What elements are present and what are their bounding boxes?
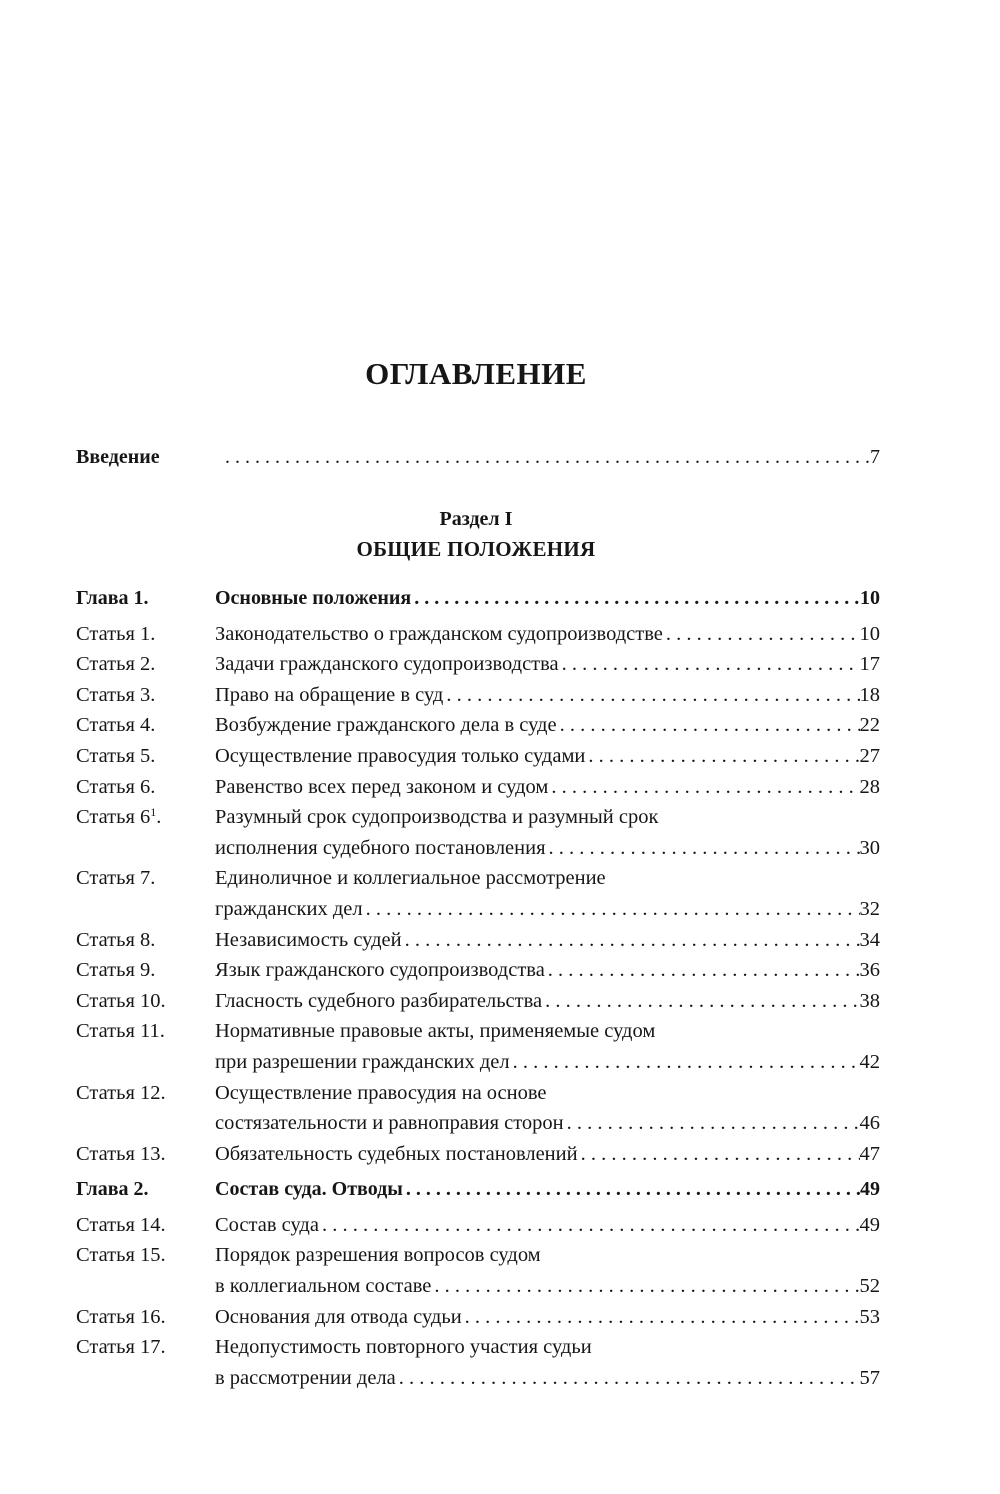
section-number: Раздел I	[439, 508, 513, 530]
toc-article-entry	[76, 1210, 880, 1241]
entry-page-number: 28	[859, 775, 880, 798]
entry-label	[76, 1174, 149, 1205]
toc-article-entry	[76, 955, 880, 986]
entry-title-line	[215, 1363, 880, 1394]
dot-leader	[403, 1174, 860, 1205]
entry-label	[76, 925, 155, 956]
entry-title-text: исполнения судебного постановления	[215, 836, 546, 859]
entry-label	[76, 1016, 165, 1047]
entry-title-text: Нормативные правовые акты, применяемые судом	[215, 1020, 656, 1043]
toc-article-entry	[76, 1139, 880, 1170]
toc-article-entry	[76, 1078, 880, 1139]
entry-title-line	[215, 894, 880, 925]
dot-leader	[396, 1363, 860, 1394]
entry-page-number: 53	[859, 1305, 880, 1328]
entry-title-text: Состав суда. Отводы	[215, 1178, 403, 1201]
entry-title	[215, 925, 880, 956]
entry-page-number: 38	[859, 989, 880, 1012]
entry-label-text: Статья 5.	[76, 744, 156, 767]
entry-label-text: Статья 14.	[76, 1213, 166, 1236]
entry-title-text: Обязательность судебных постановлений	[215, 1142, 578, 1165]
entry-title	[215, 680, 880, 711]
entry-label	[76, 1078, 166, 1109]
dot-leader	[663, 619, 860, 650]
entry-page-number: 32	[859, 897, 880, 920]
entry-page-number: 22	[859, 714, 880, 737]
entry-label-text: Статья 10.	[76, 989, 166, 1012]
entry-title-line	[215, 955, 880, 986]
entry-label	[76, 772, 155, 803]
entry-page-number: 27	[859, 744, 880, 767]
toc-chapter-entry	[76, 583, 880, 614]
intro-label: Введение	[76, 446, 160, 468]
entry-page-number: 17	[859, 653, 880, 676]
entry-label	[76, 1139, 166, 1170]
toc-article-entry	[76, 1302, 880, 1333]
dot-leader	[546, 833, 860, 864]
entry-label-text: Статья 9.	[76, 959, 156, 982]
section-name: ОБЩИЕ ПОЛОЖЕНИЯ	[356, 537, 596, 561]
entry-label-text: Статья 7.	[76, 867, 156, 890]
entry-title	[215, 619, 880, 650]
entry-label-superscript: 1	[150, 805, 157, 820]
dot-leader	[411, 583, 860, 614]
entry-title-line	[215, 1078, 880, 1109]
entry-title	[215, 1302, 880, 1333]
entry-title-text: гражданских дел	[215, 897, 363, 920]
entry-label-text: Статья 8.	[76, 928, 156, 951]
entry-title	[215, 1078, 880, 1139]
entry-title	[215, 955, 880, 986]
entry-title	[215, 1240, 880, 1301]
entry-title-text: в рассмотрении дела	[215, 1366, 396, 1389]
toc-article-entry	[76, 619, 880, 650]
entry-title	[215, 1332, 880, 1393]
dot-leader	[319, 1210, 860, 1241]
toc-chapter-entry	[76, 1174, 880, 1205]
entry-label	[76, 680, 155, 711]
entry-page-number: 49	[860, 1178, 880, 1201]
toc-article-entry	[76, 986, 880, 1017]
entry-title-text: при разрешении гражданских дел	[215, 1050, 510, 1073]
entry-page-number: 18	[859, 683, 880, 706]
entry-title-line	[215, 772, 880, 803]
entry-title	[215, 583, 880, 614]
entry-title-text: Возбуждение гражданского дела в суде	[215, 714, 557, 737]
entry-label-text: Статья 6	[76, 806, 151, 829]
entry-page-number: 36	[859, 959, 880, 982]
entry-title-text: Состав суда	[215, 1213, 319, 1236]
dot-leader	[402, 925, 860, 956]
entry-title-line	[215, 1332, 880, 1363]
toc-article-entry	[76, 802, 880, 863]
toc-entry-introduction	[76, 442, 880, 472]
entry-title-line	[215, 1174, 880, 1205]
entry-page-number: 52	[859, 1275, 880, 1298]
entry-label	[76, 1240, 166, 1271]
entry-label-text: Статья 12.	[76, 1081, 166, 1104]
toc-list	[76, 583, 880, 1393]
entry-label-text: Статья 4.	[76, 714, 156, 737]
entry-page-number: 49	[859, 1213, 880, 1236]
entry-label	[76, 710, 155, 741]
entry-title-text: Основания для отвода судьи	[215, 1305, 462, 1328]
entry-label	[76, 863, 155, 894]
entry-title	[215, 1139, 880, 1170]
dot-leader	[542, 986, 859, 1017]
entry-title-text: в коллегиальном составе	[215, 1275, 432, 1298]
entry-label	[76, 1302, 166, 1333]
entry-title-line	[215, 1047, 880, 1078]
entry-title	[215, 802, 880, 863]
entry-title	[215, 772, 880, 803]
entry-title-text: Осуществление правосудия только судами	[215, 744, 586, 767]
entry-label-text: Статья 2.	[76, 653, 156, 676]
dot-leader	[431, 1271, 859, 1302]
dot-leader	[564, 1108, 860, 1139]
entry-title-line	[215, 1271, 880, 1302]
toc-article-entry	[76, 772, 880, 803]
entry-label-text: Статья 13.	[76, 1142, 166, 1165]
toc-article-entry	[76, 1016, 880, 1077]
dot-leader	[559, 649, 860, 680]
entry-title-line	[215, 1016, 880, 1047]
entry-page-number: 10	[860, 587, 880, 609]
toc-article-entry	[76, 680, 880, 711]
entry-title	[215, 1174, 880, 1205]
entry-title-line	[215, 802, 880, 833]
entry-title-text: Язык гражданского судопроизводства	[215, 959, 545, 982]
entry-page-number: 42	[859, 1050, 880, 1073]
entry-title-text: Законодательство о гражданском судопроизводстве	[215, 622, 663, 645]
entry-label-text: Глава 2.	[76, 1178, 149, 1201]
entry-page-number: 57	[859, 1366, 880, 1389]
entry-title-line	[215, 1139, 880, 1170]
entry-title-line	[215, 1240, 880, 1271]
entry-label	[76, 955, 155, 986]
entry-title	[215, 1210, 880, 1241]
entry-title-line	[215, 583, 880, 614]
entry-label-text: Глава 1.	[76, 587, 149, 609]
entry-title-line	[215, 1210, 880, 1241]
entry-label	[76, 1332, 166, 1363]
entry-title-line	[215, 741, 880, 772]
dot-leader	[578, 1139, 860, 1170]
dot-leader	[510, 1047, 860, 1078]
entry-label	[76, 1210, 166, 1241]
entry-title-text: Задачи гражданского судопроизводства	[215, 653, 559, 676]
entry-label	[76, 583, 149, 614]
entry-title-line	[215, 710, 880, 741]
toc-article-entry	[76, 863, 880, 924]
entry-title	[215, 741, 880, 772]
toc-article-entry	[76, 649, 880, 680]
entry-title-text: Разумный срок судопроизводства и разумный срок	[215, 806, 659, 829]
entry-label	[76, 649, 155, 680]
dot-leader	[548, 772, 859, 803]
entry-title-line	[215, 1302, 880, 1333]
entry-label-suffix: .	[156, 806, 162, 829]
entry-label-text: Статья 17.	[76, 1336, 166, 1359]
entry-title	[215, 863, 880, 924]
entry-page-number: 10	[859, 622, 880, 645]
entry-label-text: Статья 3.	[76, 683, 156, 706]
entry-label-text: Статья 15.	[76, 1244, 166, 1267]
entry-title-text: Равенство всех перед законом и судом	[215, 775, 549, 798]
entry-title-text: Независимость судей	[215, 928, 402, 951]
dot-leader	[557, 710, 860, 741]
dot-leader	[585, 741, 859, 772]
entry-title-line	[215, 863, 880, 894]
entry-title-text: Гласность судебного разбирательства	[215, 989, 543, 1012]
entry-title	[215, 649, 880, 680]
entry-label-text: Статья 1.	[76, 622, 156, 645]
dot-leader	[363, 894, 860, 925]
dot-leader	[222, 442, 870, 472]
dot-leader	[462, 1302, 860, 1333]
entry-page-number: 34	[859, 928, 880, 951]
dot-leader	[443, 680, 859, 711]
entry-label-text: Статья 16.	[76, 1305, 166, 1328]
toc-article-entry	[76, 1240, 880, 1301]
entry-title-text: Недопустимость повторного участия судьи	[215, 1336, 592, 1359]
entry-page-number: 30	[859, 836, 880, 859]
entry-title	[215, 710, 880, 741]
entry-title-line	[215, 619, 880, 650]
entry-title-text: Основные положения	[215, 587, 412, 609]
entry-title-line	[215, 680, 880, 711]
entry-title-text: Единоличное и коллегиальное рассмотрение	[215, 867, 606, 890]
toc-article-entry	[76, 741, 880, 772]
entry-label-text: Статья 6.	[76, 775, 156, 798]
intro-page-number: 7	[870, 446, 880, 468]
entry-label	[76, 619, 155, 650]
entry-label	[76, 802, 161, 833]
entry-page-number: 46	[859, 1112, 880, 1135]
entry-title	[215, 986, 880, 1017]
toc-article-entry	[76, 925, 880, 956]
dot-leader	[545, 955, 860, 986]
entry-title-text: Порядок разрешения вопросов судом	[215, 1244, 541, 1267]
entry-title-text: Право на обращение в суд	[215, 683, 444, 706]
entry-label	[76, 741, 155, 772]
toc-article-entry	[76, 1332, 880, 1393]
entry-title-text: состязательности и равноправия сторон	[215, 1112, 564, 1135]
entry-title-line	[215, 986, 880, 1017]
intro-leader	[222, 442, 880, 472]
entry-title-text: Осуществление правосудия на основе	[215, 1081, 547, 1104]
entry-label-text: Статья 11.	[76, 1020, 165, 1043]
entry-label	[76, 986, 166, 1017]
entry-title-line	[215, 925, 880, 956]
page-title: ОГЛАВЛЕНИЕ	[365, 356, 587, 391]
entry-title-line	[215, 1108, 880, 1139]
entry-title	[215, 1016, 880, 1077]
entry-page-number: 47	[859, 1142, 880, 1165]
entry-title-line	[215, 649, 880, 680]
entry-title-line	[215, 833, 880, 864]
toc-article-entry	[76, 710, 880, 741]
